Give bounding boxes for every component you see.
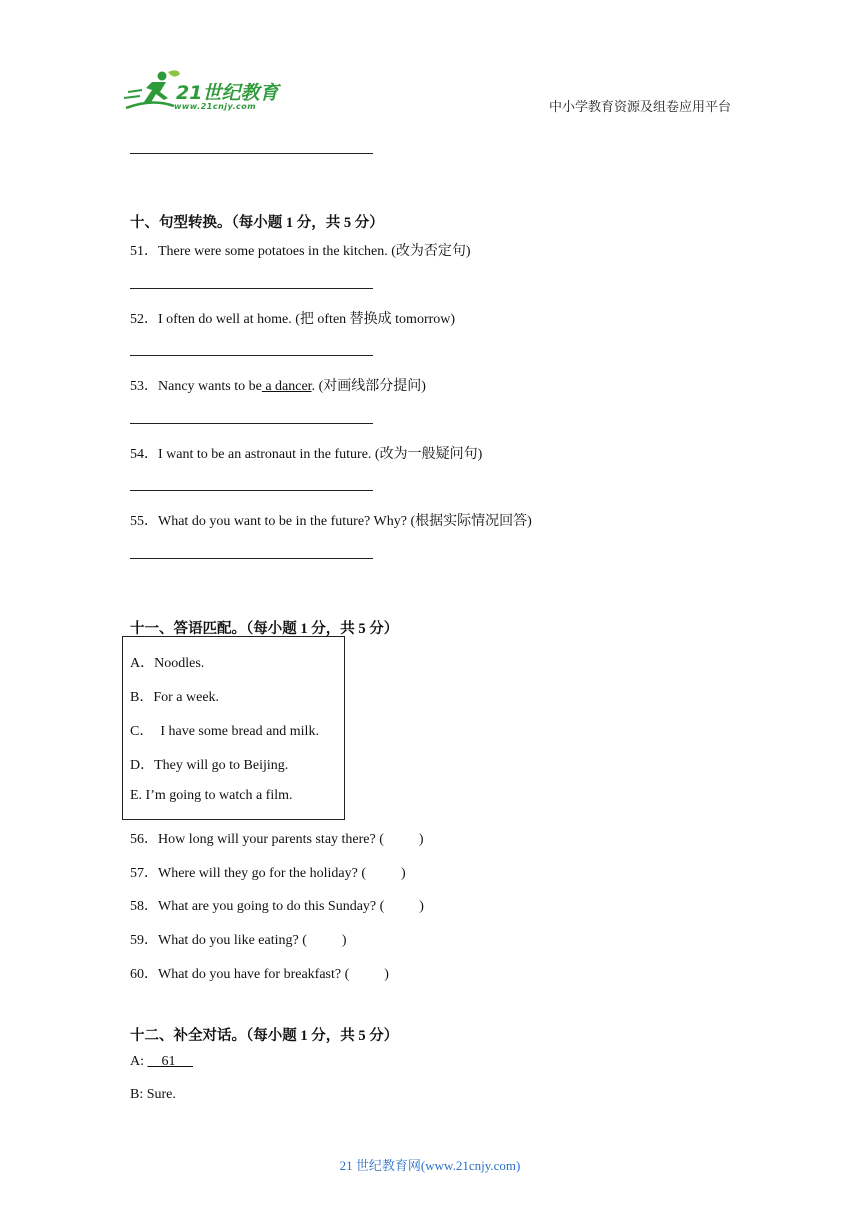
answer-line-55[interactable] [130, 558, 373, 559]
option-e: E. I’m going to watch a film. [130, 788, 293, 803]
section-title-12: 十二、补全对话。（每小题 1 分，共 5 分） [130, 1028, 399, 1044]
question-53 [130, 375, 426, 395]
option-d: D．They will go to Beijing. [130, 758, 289, 773]
answer-line-53[interactable] [130, 423, 373, 424]
dialog-line-b: B: Sure. [130, 1087, 176, 1102]
question-54: 54．I want to be an astronaut in the future. (改为一般疑问句) [130, 447, 483, 462]
site-logo [122, 68, 292, 116]
section-title-10: 十、句型转换。（每小题 1 分，共 5 分） [130, 215, 384, 231]
question-56[interactable]: 56．How long will your parents stay there? ( ) [130, 832, 424, 847]
question-53-suffix: . (对画线部分提问) [311, 379, 426, 394]
header-platform-text: 中小学教育资源及组卷应用平台 [549, 99, 732, 114]
option-b: B．For a week. [130, 690, 220, 705]
dialog-line-a [130, 1054, 193, 1070]
question-53-underlined: a dancer [261, 379, 312, 394]
answer-line-52[interactable] [130, 355, 373, 356]
answer-line-51[interactable] [130, 288, 373, 289]
option-a: A．Noodles. [130, 656, 205, 671]
question-59[interactable]: 59．What do you like eating? ( ) [130, 933, 347, 948]
blank-61[interactable]: 61 [147, 1054, 193, 1069]
question-58[interactable]: 58．What are you going to do this Sunday? ( ) [130, 899, 424, 914]
question-53-prefix: 53．Nancy wants to be [130, 379, 262, 394]
answer-line [130, 153, 373, 154]
section-title-11: 十一、答语匹配。（每小题 1 分，共 5 分） [130, 621, 399, 637]
question-52: 52．I often do well at home. (把 often 替换成 tomorrow) [130, 312, 456, 327]
question-57[interactable]: 57．Where will they go for the holiday? ( ) [130, 866, 406, 881]
footer-link[interactable]: 21 世纪教育网(www.21cnjy.com) [339, 1158, 521, 1173]
logo-text: 21世纪教育 [176, 82, 279, 104]
question-51: 51．There were some potatoes in the kitchen. (改为否定句) [130, 244, 471, 259]
option-c: C． I have some bread and milk. [130, 724, 319, 739]
question-60[interactable]: 60．What do you have for breakfast? ( ) [130, 967, 389, 982]
dialog-line-a-speaker: A: [130, 1054, 148, 1069]
question-55: 55．What do you want to be in the future? Why? (根据实际情况回答) [130, 514, 532, 529]
logo-url: www.21cnjy.com [174, 102, 257, 111]
answer-line-54[interactable] [130, 490, 373, 491]
